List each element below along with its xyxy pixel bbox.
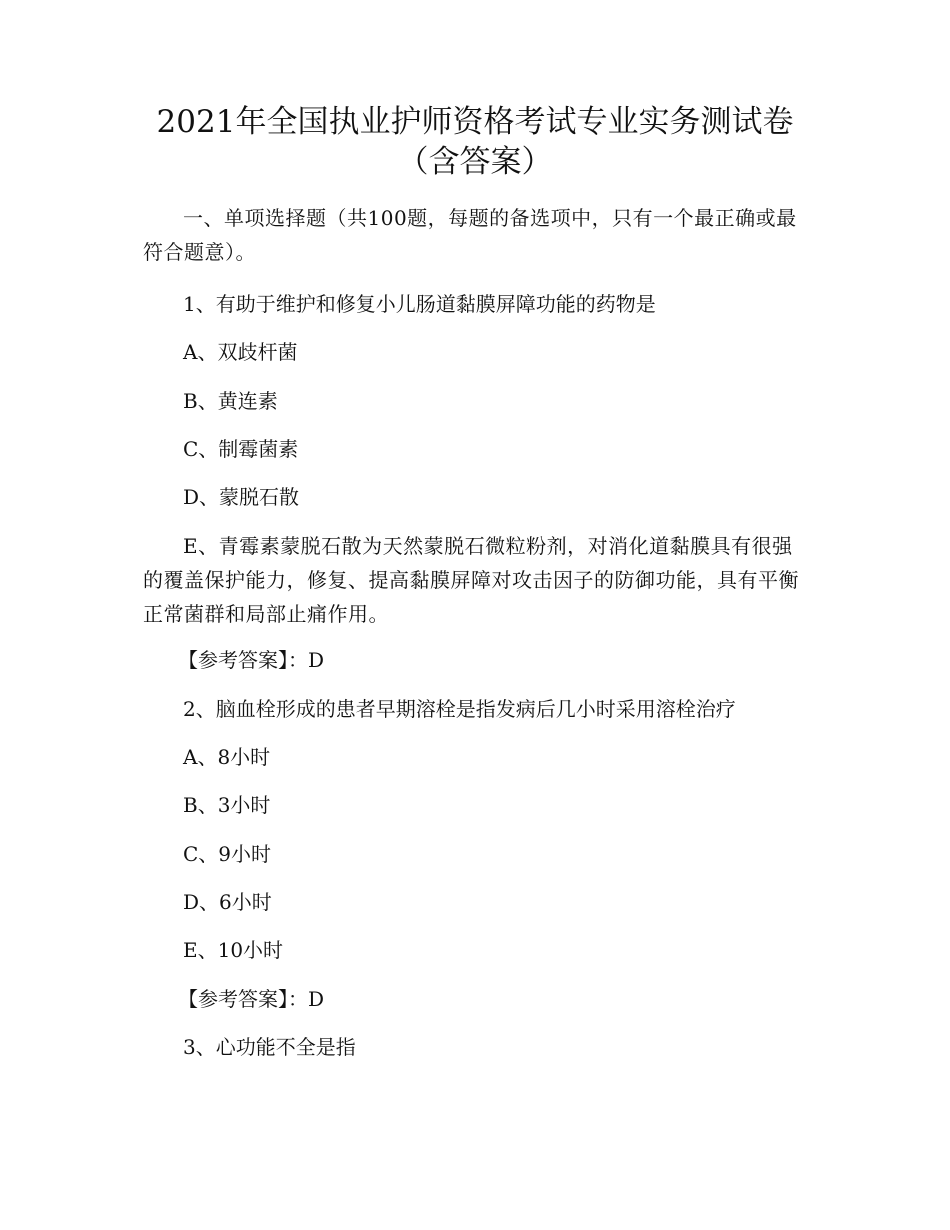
answer-key: 【参考答案】：D: [178, 648, 325, 672]
section-heading: 一、单项选择题（共100题，每题的备选项中，只有一个最正确或最符合题意）。: [143, 206, 797, 264]
question-stem: 3、心功能不全是指: [183, 1035, 356, 1059]
option-d: D、蒙脱石散: [183, 485, 300, 509]
option-d: D、6小时: [183, 890, 272, 914]
option-b: B、黄连素: [183, 389, 278, 413]
option-a: A、双歧杆菌: [183, 340, 298, 364]
option-e: E、10小时: [183, 938, 284, 962]
answer-key: 【参考答案】：D: [178, 987, 325, 1011]
option-b: B、3小时: [183, 793, 271, 817]
option-c: C、9小时: [183, 842, 272, 866]
option-c: C、制霉菌素: [183, 437, 299, 461]
document-title: 2021年全国执业护师资格考试专业实务测试卷: [156, 104, 794, 140]
option-a: A、8小时: [183, 745, 271, 769]
document-subtitle: （含答案）: [397, 144, 553, 180]
option-e: E、青霉素蒙脱石散为天然蒙脱石微粒粉剂，对消化道黏膜具有很强的覆盖保护能力，修复、提高黏膜屏障对攻击因子的防御功能，具有平衡正常菌群和局部止痛作用。: [143, 534, 799, 626]
question-stem: 2、脑血栓形成的患者早期溶栓是指发病后几小时采用溶栓治疗: [183, 697, 736, 721]
question-stem: 1、有助于维护和修复小儿肠道黏膜屏障功能的药物是: [183, 292, 656, 316]
